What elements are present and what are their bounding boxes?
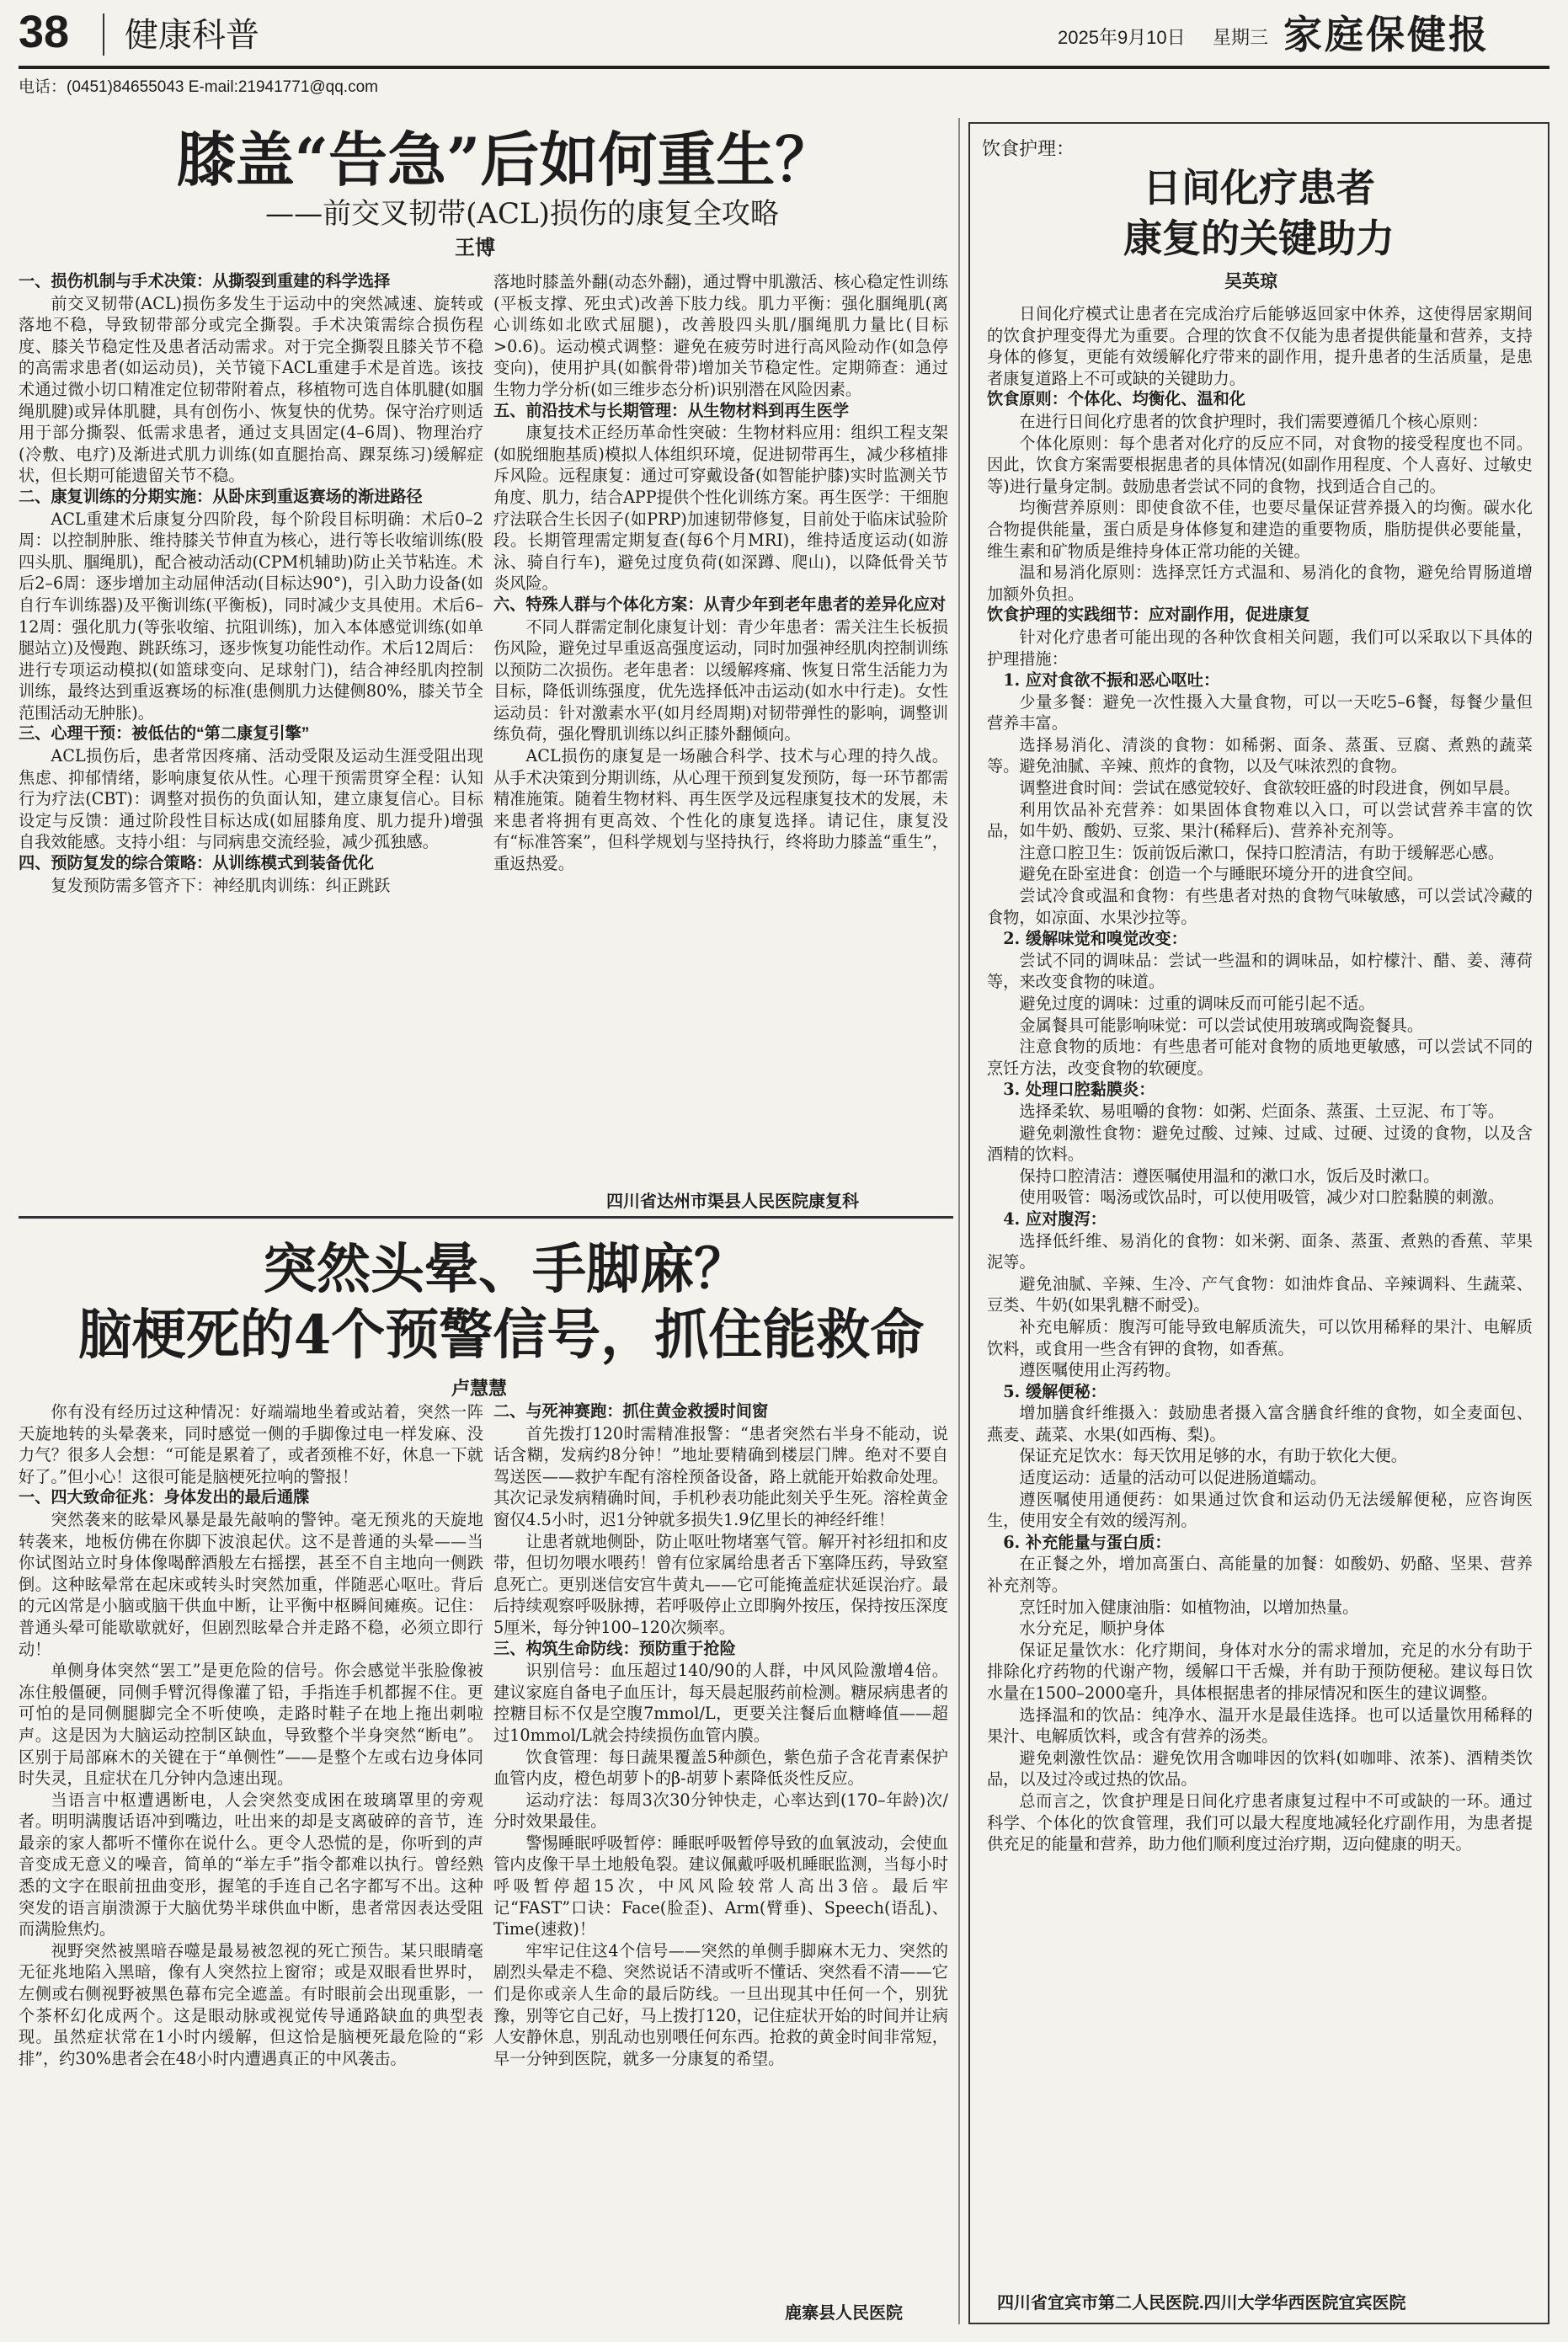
paragraph: 避免油腻、辛辣、生冷、产气食物：如油炸食品、辛辣调料、生蔬菜、豆类、牛奶(如果乳糖不耐受)。 xyxy=(987,1273,1533,1315)
paragraph: 水分充足，顺护身体 xyxy=(1019,1619,1165,1639)
column-divider xyxy=(958,118,960,2324)
paragraph: 烹饪时加入健康油脂：如植物油，以增加热量。 xyxy=(1019,1597,1359,1617)
subsection-heading: 2. 缓解味觉和嗅觉改变： xyxy=(1003,929,1187,949)
paragraph: 识别信号：血压超过140/90的人群，中风风险激增4倍。建议家庭自备电子血压计，每天晨起服药前检测。糖尿病患者的控糖目标不仅是空腹7mmol/L，更要关注餐后血糖峰值——超过10mmol/L就会持续损伤血管内膜。 xyxy=(493,1661,948,1745)
paragraph: 保证足量饮水：化疗期间，身体对水分的需求增加，充足的水分有助于排除化疗药物的代谢产物，缓解口干舌燥，并有助于预防便秘。建议每日饮水量在1500–2000毫升，具体根据患者的排尿情况和医生的建议调整。 xyxy=(987,1640,1533,1703)
paragraph: 选择易消化、清淡的食物：如稀粥、面条、蒸蛋、豆腐、煮熟的蔬菜等。避免油腻、辛辣、煎炸的食物，以及气味浓烈的食物。 xyxy=(987,734,1533,776)
section-heading: 三、构筑生命防线：预防重于抢险 xyxy=(493,1640,736,1658)
paragraph: ACL损伤后，患者常因疼痛、活动受限及运动生涯受阻出现焦虑、抑郁情绪，影响康复依从性。心理干预需贯穿全程：认知行为疗法(CBT)：调整对损伤的负面认知，建立康复信心。目标设定与反馈：通过阶段性目标达成(如屈膝角度、肌力提升)增强自我效能感。支持小组：与同病患交流经验，减少孤独感。 xyxy=(19,746,483,852)
paragraph: 注意食物的质地：有些患者可能对食物的质地更敏感，可以尝试不同的烹饪方法，改变食物的软硬度。 xyxy=(987,1037,1533,1078)
paragraph: 在进行日间化疗患者的饮食护理时，我们需要遵循几个核心原则： xyxy=(1019,411,1488,431)
paragraph: 注意口腔卫生：饭前饭后漱口，保持口腔清洁，有助于缓解恶心感。 xyxy=(1019,842,1505,862)
subsection-heading: 6. 补充能量与蛋白质： xyxy=(1003,1532,1171,1552)
paragraph: ACL损伤的康复是一场融合科学、技术与心理的持久战。从手术决策到分期训练，从心理干预到复发预防，每一环节都需精准施策。随着生物材料、再生医学及远程康复技术的发展，未来患者将拥有更高效、个性化的康复选择。请记住，康复没有“标准答案”，但科学规划与坚持执行，终将助力膝盖“重生”，重返热爱。 xyxy=(493,746,948,874)
paragraph: 补充电解质：腹泻可能导致电解质流失，可以饮用稀释的果汁、电解质饮料，或食用一些含有钾的食物，如香蕉。 xyxy=(987,1316,1533,1358)
paragraph: 个体化原则：每个患者对化疗的反应不同，对食物的接受程度也不同。因此，饮食方案需要根据患者的具体情况(如副作用程度、个人喜好、过敏史等)进行量身定制。鼓励患者尝试不同的食物，找到适合自己的。 xyxy=(987,433,1533,496)
section-heading: 饮食护理的实践细节：应对副作用，促进康复 xyxy=(987,606,1310,625)
article2-column-2 xyxy=(493,1401,948,2294)
paragraph: 突然袭来的眩晕风暴是最先敲响的警钟。毫无预兆的天旋地转袭来，地板仿佛在你脚下波浪起伏。这不是普通的头晕——当你试图站立时身体像喝醉酒般左右摇摆，甚至不自主地向一侧跌倒。这种眩晕常在起床或转头时突然加重，伴随恶心呕吐。背后的元凶常是小脑或脑干供血中断，让平衡中枢瞬间瘫痪。记住：普通头晕可能歇歇就好，但剧烈眩晕合并走路不稳，必须立即行动！ xyxy=(19,1509,483,1659)
paragraph: 温和易消化原则：选择烹饪方式温和、易消化的食物，避免给胃肠道增加额外负担。 xyxy=(987,563,1533,604)
paragraph: 单侧身体突然“罢工”是更危险的信号。你会感觉半张脸像被冻住般僵硬，同侧手臂沉得像灌了铅，手指连手机都握不住。更可怕的是同侧腿脚完全不听使唤，走路时鞋子在地上拖出刺啦声。这是因为大脑运动控制区缺血，导致整个半身突然“断电”。区别于局部麻木的关键在于“单侧性”——是整个左或右边身体同时失灵，且症状在几分钟内急速出现。 xyxy=(19,1661,483,1789)
paragraph: 当语言中枢遭遇断电，人会突然变成困在玻璃罩里的旁观者。明明满腹话语冲到嘴边，吐出来的却是支离破碎的音节，连最亲的家人都听不懂你在说什么。更令人恐慌的是，你听到的声音变成无意义的噪音，简单的“举左手”指令都难以执行。曾经熟悉的文字在眼前扭曲变形，握笔的手连自己名字都写不出。这种突发的语言崩溃源于大脑优势半球供血中断，患者常因表达受阻而满脸焦灼。 xyxy=(19,1790,483,1939)
subsection-heading: 3. 处理口腔黏膜炎： xyxy=(1003,1080,1155,1100)
article1-author: 王博 xyxy=(455,237,495,259)
paragraph: 遵医嘱使用通便药：如果通过饮食和运动仍无法缓解便秘，应咨询医生，使用安全有效的缓泻剂。 xyxy=(987,1489,1533,1531)
section-heading: 饮食原则：个体化、均衡化、温和化 xyxy=(987,391,1245,409)
section-heading: 六、特殊人群与个体化方案：从青少年到老年患者的差异化应对 xyxy=(493,595,947,614)
section-heading: 三、心理干预：被低估的“第二康复引擎” xyxy=(19,725,310,744)
article3-affiliation: 四川省宜宾市第二人民医院.四川大学华西医院宜宾医院 xyxy=(997,2294,1406,2313)
article2-affiliation: 鹿寨县人民医院 xyxy=(785,2304,903,2323)
article2-title-line1: 突然头晕、手脚麻？ xyxy=(263,1238,748,1301)
paragraph: 日间化疗模式让患者在完成治疗后能够返回家中休养，这使得居家期间的饮食护理变得尤为重要。合理的饮食不仅能为患者提供能量和营养，支持身体的修复，更能有效缓解化疗带来的副作用，提升患者的生活质量，是患者康复道路上不可或缺的关键助力。 xyxy=(987,304,1533,388)
article3-title-line1: 日间化疗患者 xyxy=(1143,165,1375,211)
paragraph: 增加膳食纤维摄入：鼓励患者摄入富含膳食纤维的食物，如全麦面包、燕麦、蔬菜、水果(如西梅、梨)。 xyxy=(987,1403,1533,1444)
subsection-heading: 1. 应对食欲不振和恶心呕吐： xyxy=(1003,670,1220,691)
section-heading: 四、预防复发的综合策略：从训练模式到装备优化 xyxy=(19,855,375,873)
paragraph: 避免刺激性食物：避免过酸、过辣、过咸、过硬、过烫的食物，以及含酒精的饮料。 xyxy=(987,1123,1533,1165)
paragraph: 不同人群需定制化康复计划：青少年患者：需关注生长板损伤风险，避免过早重返高强度运动，同时加强神经肌肉控制训练以预防二次损伤。老年患者：以缓解疼痛、恢复日常生活能力为目标，降低训练强度，优先选择低冲击运动(如水中行走)。女性运动员：针对激素水平(如月经周期)对韧带弹性的影响，调整训练负荷，强化臀肌训练以纠正膝外翻倾向。 xyxy=(493,616,948,744)
article3-body xyxy=(987,303,1533,2278)
paragraph: 选择柔软、易咀嚼的食物：如粥、烂面条、蒸蛋、土豆泥、布丁等。 xyxy=(1019,1101,1505,1121)
paragraph: 调整进食时间：尝试在感觉较好、食欲较旺盛的时段进食，例如早晨。 xyxy=(1019,778,1521,798)
paragraph: 尝试冷食或温和食物：有些患者对热的食物气味敏感，可以尝试冷藏的食物，如凉面、水果沙拉等。 xyxy=(987,886,1533,927)
newspaper-name: 家庭保健报 xyxy=(1283,12,1490,57)
paragraph: 避免在卧室进食：创造一个与睡眠环境分开的进食空间。 xyxy=(1019,864,1424,884)
section-heading: 二、康复训练的分期实施：从卧床到重返赛场的渐进路径 xyxy=(19,488,423,506)
article1-title: 膝盖“告急”后如何重生？ xyxy=(176,125,835,195)
section-heading: 五、前沿技术与长期管理：从生物材料到再生医学 xyxy=(493,402,850,420)
issue-weekday: 星期三 xyxy=(1213,27,1269,48)
paragraph: ACL重建术后康复分四阶段，每个阶段目标明确：术后0–2周：以控制肿胀、维持膝关节伸直为核心，进行等长收缩训练(股四头肌、腘绳肌)，配合被动活动(CPM机辅助)防止关节粘连。术后2–6周：逐步增加主动屈伸活动(目标达90°)，引入助力设备(如自行车训练器)及平衡训练(平衡板)，同时减少支具使用。术后6–12周：强化肌力(等张收缩、抗阻训练)，加入本体感觉训练(如单腿站立)及慢跑、跳跃练习，逐步恢复功能性动作。术后12周后：进行专项运动模拟(如篮球变向、足球射门)，结合神经肌肉控制训练，最终达到重返赛场的标准(患侧肌力达健侧80%，膝关节全范围活动无肿胀)。 xyxy=(19,509,483,723)
section-heading: 一、四大致命征兆：身体发出的最后通牒 xyxy=(19,1489,310,1507)
paragraph: 针对化疗患者可能出现的各种饮食相关问题，我们可以采取以下具体的护理措施： xyxy=(987,627,1533,669)
paragraph: 使用吸管：喝汤或饮品时，可以使用吸管，减少对口腔黏膜的刺激。 xyxy=(1019,1187,1505,1208)
subsection-heading: 5. 缓解便秘： xyxy=(1003,1381,1107,1401)
article1-column-2 xyxy=(493,271,948,1198)
paragraph: 首先拨打120时需精准报警：“患者突然右半身不能动，说话含糊，发病约8分钟！”地址要精确到楼层门牌。绝对不要自驾送医——救护车配有溶栓预备设备，路上就能开始救命处理。其次记录发病精确时间，手机秒表功能此刻关乎生死。溶栓黄金窗仅4.5小时，迟1分钟就多损失1.9亿里长的神经纤维！ xyxy=(493,1423,948,1529)
paragraph: 选择温和的饮品：纯净水、温开水是最佳选择。也可以适量饮用稀释的果汁、电解质饮料，或含有营养的汤类。 xyxy=(987,1704,1533,1747)
contact-line: 电话：(0451)84655043 E-mail:21941771@qq.com xyxy=(19,78,378,96)
article1-subtitle: ——前交叉韧带(ACL)损伤的康复全攻略 xyxy=(265,197,779,231)
paragraph: 视野突然被黑暗吞噬是最易被忽视的死亡预告。某只眼睛毫无征兆地陷入黑暗，像有人突然拉上窗帘；或是双眼看世界时，左侧或右侧视野被黑色幕布完全遮盖。有时眼前会出现重影，一个茶杯幻化成两个。这是眼动脉或视觉传导通路缺血的典型表现。虽然症状常在1小时内缓解，但这恰是脑梗死最危险的“彩排”，约30%患者会在48小时内遭遇真正的中风袭击。 xyxy=(19,1940,483,2068)
paragraph: 让患者就地侧卧，防止呕吐物堵塞气管。解开衬衫纽扣和皮带，但切勿喂水喂药！曾有位家属给患者舌下塞降压药，导致窒息死亡。更别迷信安宫牛黄丸——它可能掩盖症状延误治疗。最后持续观察呼吸脉搏，若呼吸停止立即胸外按压，保持按压深度5厘米，每分钟100–120次频率。 xyxy=(493,1531,948,1637)
paragraph: 遵医嘱使用止泻药物。 xyxy=(1019,1360,1181,1380)
paragraph: 尝试不同的调味品：尝试一些温和的调味品，如柠檬汁、醋、姜、薄荷等，来改变食物的味道。 xyxy=(987,950,1533,992)
article-divider xyxy=(19,1216,953,1219)
article2-author: 卢慧慧 xyxy=(451,1378,508,1399)
paragraph: 选择低纤维、易消化的食物：如米粥、面条、蒸蛋、煮熟的香蕉、苹果泥等。 xyxy=(987,1230,1533,1272)
issue-date: 2025年9月10日 xyxy=(1058,27,1186,48)
paragraph: 避免过度的调味：过重的调味反而可能引起不适。 xyxy=(1019,994,1375,1013)
paragraph: 落地时膝盖外翻(动态外翻)，通过臀中肌激活、核心稳定性训练(平板支撑、死虫式)改善下肢力线。肌力平衡：强化腘绳肌(离心训练如北欧式屈腿)，改善股四头肌/腘绳肌力量比(目标>0.6)。运动模式调整：避免在疲劳时进行高风险动作(如急停变向)，使用护具(如髌骨带)增加关节稳定性。定期筛查：通过生物力学分析(如三维步态分析)识别潜在风险因素。 xyxy=(493,272,948,399)
paragraph: 保持口腔清洁：遵医嘱使用温和的漱口水，饭后及时漱口。 xyxy=(1019,1166,1440,1186)
section-heading: 二、与死神赛跑：抓住黄金救援时间窗 xyxy=(493,1403,769,1421)
paragraph: 饮食管理：每日蔬果覆盖5种颜色，紫色茄子含花青素保护血管内皮，橙色胡萝卜的β-胡萝卜素降低炎性反应。 xyxy=(493,1747,948,1789)
section-heading: 一、损伤机制与手术决策：从撕裂到重建的科学选择 xyxy=(19,273,391,291)
article2-column-1 xyxy=(19,1401,483,2311)
paragraph: 适度运动：适量的活动可以促进肠道蠕动。 xyxy=(1019,1468,1326,1488)
paragraph: 复发预防需多管齐下：神经肌肉训练：纠正跳跃 xyxy=(51,875,391,895)
paragraph: 总而言之，饮食护理是日间化疗患者康复过程中不可或缺的一环。通过科学、个体化的饮食管理，我们可以最大程度地减轻化疗副作用，为患者提供充足的能量和营养，助力他们顺利度过治疗期，迈向健康的明天。 xyxy=(987,1790,1533,1854)
paragraph: 利用饮品补充营养：如果固体食物难以入口，可以尝试营养丰富的饮品，如牛奶、酸奶、豆浆、果汁(稀释后)、营养补充剂等。 xyxy=(987,799,1533,841)
paragraph: 牢牢记住这4个信号——突然的单侧手脚麻木无力、突然的剧烈头晕走不稳、突然说话不清或听不懂话、突然看不清——它们是你或亲人生命的最后防线。一旦出现其中任何一个，别犹豫，别等它自己好，马上拨打120，记住症状开始的时间并让病人安静休息，别乱动也别喂任何东西。抢救的黄金时间非常短，早一分钟到医院，就多一分康复的希望。 xyxy=(493,1940,948,2068)
article1-affiliation: 四川省达州市渠县人民医院康复科 xyxy=(606,1192,859,1211)
article2-title-line2: 脑梗死的4个预警信号，抓住能救命 xyxy=(77,1304,925,1367)
article3-author: 吴英琼 xyxy=(1224,272,1277,291)
header-separator xyxy=(103,13,104,56)
paragraph: 保证充足饮水：每天饮用足够的水，有助于软化大便。 xyxy=(1019,1446,1407,1466)
paragraph: 康复技术正经历革命性突破：生物材料应用：组织工程支架(如脱细胞基质)模拟人体组织环境，促进韧带再生，减少移植排斥风险。远程康复：通过可穿戴设备(如智能护膝)实时监测关节角度、肌力，结合APP提供个性化训练方案。再生医学：干细胞疗法联合生长因子(如PRP)加速韧带修复，目前处于临床试验阶段。长期管理需定期复查(每6个月MRI)，维持适度运动(如游泳、骑自行车)，避免过度负荷(如深蹲、爬山)，以降低骨关节炎风险。 xyxy=(493,423,948,594)
paragraph: 均衡营养原则：即使食欲不佳，也要尽量保证营养摄入的均衡。碳水化合物提供能量，蛋白质是身体修复和建造的重要物质，脂肪提供必要能量，维生素和矿物质是维持身体正常功能的关键。 xyxy=(987,498,1533,561)
paragraph: 你有没有经历过这种情况：好端端地坐着或站着，突然一阵天旋地转的头晕袭来，同时感觉一侧的手脚像过电一样发麻、没力气？很多人会想：“可能是累着了，或者颈椎不好，休息一下就好了。”但小心！这很可能是脑梗死拉响的警报！ xyxy=(19,1402,483,1486)
header-rule xyxy=(19,66,1549,69)
paragraph: 避免刺激性饮品：避免饮用含咖啡因的饮料(如咖啡、浓茶)、酒精类饮品，以及过冷或过热的饮品。 xyxy=(987,1747,1533,1790)
article1-column-1 xyxy=(19,271,483,1164)
article3-label: 饮食护理： xyxy=(982,139,1075,160)
paragraph: 在正餐之外，增加高蛋白、高能量的加餐：如酸奶、奶酪、坚果、营养补充剂等。 xyxy=(987,1554,1533,1596)
section-title: 健康科普 xyxy=(125,16,259,55)
page-number: 38 xyxy=(19,7,70,57)
paragraph: 金属餐具可能影响味觉：可以尝试使用玻璃或陶瓷餐具。 xyxy=(1019,1015,1424,1035)
paragraph: 运动疗法：每周3次30分钟快走，心率达到(170–年龄)次/分时效果最佳。 xyxy=(493,1790,948,1832)
paragraph: 少量多餐：避免一次性摄入大量食物，可以一天吃5–6餐，每餐少量但营养丰富。 xyxy=(987,691,1533,734)
paragraph: 警惕睡眠呼吸暂停：睡眠呼吸暂停导致的血氧波动，会使血管内皮像干旱土地般龟裂。建议佩戴呼吸机睡眠监测，当每小时呼吸暂停超15次，中风风险较常人高出3倍。最后牢记“FAST”口诀：Face(脸歪)、Arm(臂垂)、Speech(语乱)、Time(速救)！ xyxy=(493,1833,948,1939)
article3-title-line2: 康复的关键助力 xyxy=(1123,216,1395,261)
subsection-heading: 4. 应对腹泻： xyxy=(1003,1208,1107,1229)
paragraph: 前交叉韧带(ACL)损伤多发生于运动中的突然减速、旋转或落地不稳，导致韧带部分或完全撕裂。手术决策需综合损伤程度、膝关节稳定性及患者活动需求。对于完全撕裂且膝关节不稳的高需求患者(如运动员)，关节镜下ACL重建手术是首选。该技术通过微小切口精准定位韧带附着点，移植物可选自体肌腱(如腘绳肌腱)或异体肌腱，具有创伤小、恢复快的优势。保守治疗则适用于部分撕裂、低需求患者，通过支具固定(4–6周)、物理治疗(冷敷、电疗)及渐进式肌力训练(如直腿抬高、踝泵练习)缓解症状，但长期可能遗留关节不稳。 xyxy=(19,293,483,486)
